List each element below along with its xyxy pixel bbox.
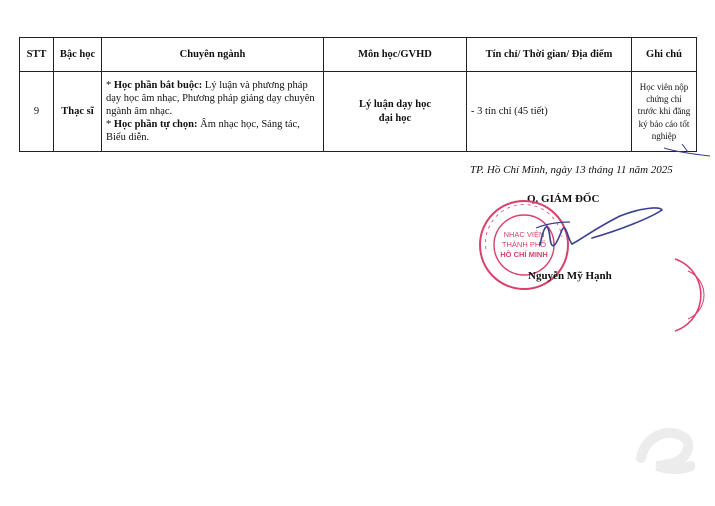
watermark-logo [635,418,695,478]
cell-stt: 9 [20,72,54,152]
ink-mark [662,140,712,160]
header-major: Chuyên ngành [102,38,324,72]
table-row [20,72,697,152]
header-note: Ghi chú [632,38,697,72]
course-table [19,37,697,152]
date-line: TP. Hồ Chí Minh, ngày 13 tháng 11 năm 2025 [470,164,673,176]
header-stt: STT [20,38,54,72]
elective-label: Học phần tự chọn: [113,119,198,131]
required-courses: * Học phần bắt buộc: Lý luận và phương pháp dạy học âm nhạc, Phương pháp giảng dạy chuyên ngành âm nhạc. [106,79,315,117]
subject-line-2: đại học [378,112,412,124]
cell-credits: - 3 tín chỉ (45 tiết) [467,72,632,152]
header-credits: Tín chỉ/ Thời gian/ Địa điểm [467,38,632,72]
cell-note: Học viên nộp chứng chỉ trước khi đăng ký bảo cáo tốt nghiệp [632,72,697,152]
signer-name: Nguyễn Mỹ Hạnh [528,270,612,282]
elective-text: Âm nhạc học, Sáng tác, Biểu diễn. [106,119,300,144]
cell-subject [324,72,467,152]
partial-seal [660,255,715,335]
cell-level: Thạc sĩ [54,72,102,152]
signer-role: Q. GIÁM ĐỐC [527,193,600,205]
seal-line-2: THÀNH PHỐ [501,240,547,249]
header-level: Bậc học [54,38,102,72]
handwritten-signature [500,200,670,270]
subject-line-1: Lý luận dạy học [358,99,432,111]
seal-line-1: NHẠC VIỆN [503,230,545,239]
cell-major [102,72,324,152]
required-text: Lý luận và phương pháp dạy học âm nhạc, Phương pháp giảng dạy chuyên ngành âm nhạc. [106,79,315,117]
elective-courses: * Học phần tự chọn: Âm nhạc học, Sáng tác, Biểu diễn. [106,119,300,144]
seal-line-3: HỒ CHÍ MINH [500,250,548,259]
header-subject: Môn học/GVHD [324,38,467,72]
table-header-row [20,38,697,72]
required-label: Học phần bắt buộc: [113,79,203,91]
